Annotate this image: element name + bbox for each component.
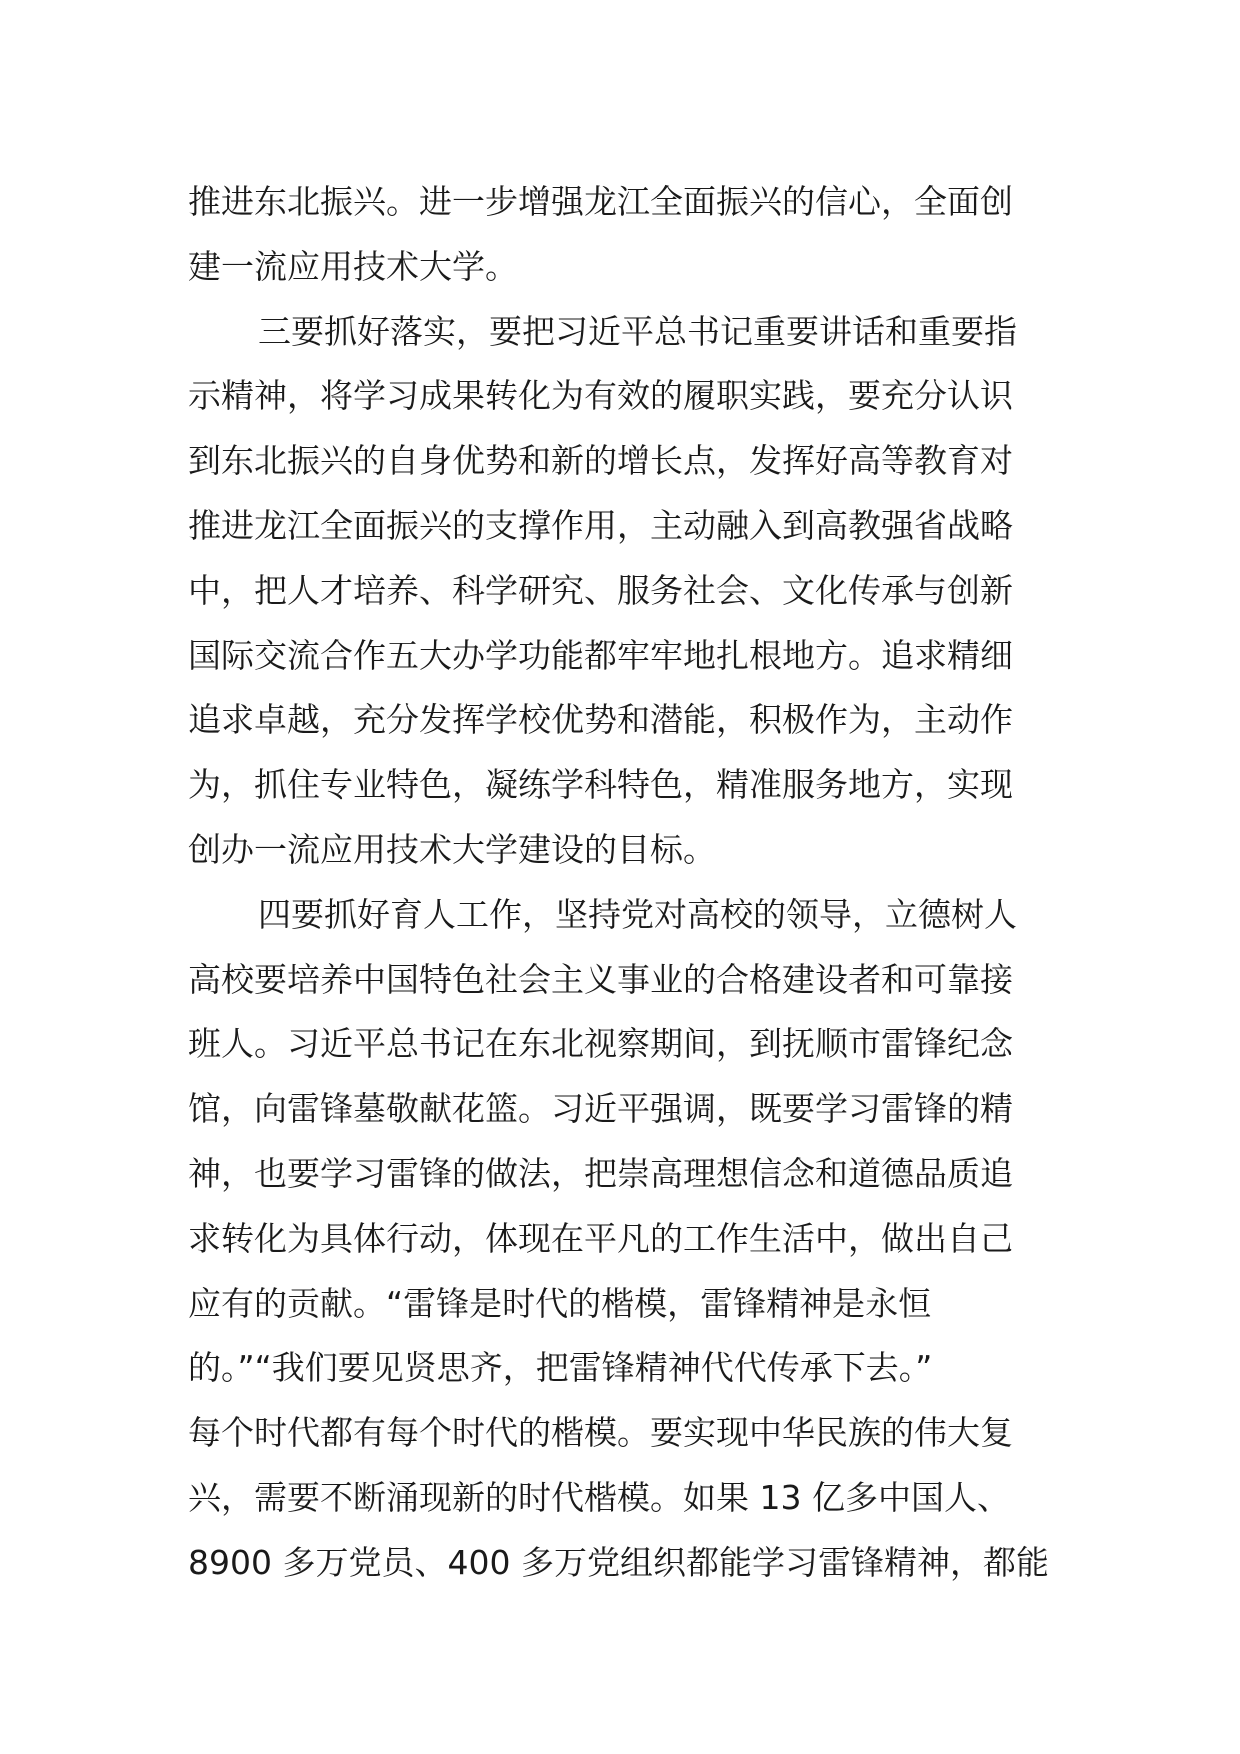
text-line: 的。”“我们要见贤思齐，把雷锋精神代代传承下去。” [188,1348,933,1388]
text-line: 推进龙江全面振兴的支撑作用，主动融入到高教强省战略 [188,505,1013,545]
body-text [188,170,1068,1596]
paragraph-start-line: 四要抓好育人工作，坚持党对高校的领导，立德树人 [258,894,1017,934]
text-line: 应有的贡献。“雷锋是时代的楷模，雷锋精神是永恒 [188,1283,932,1323]
text-line: 兴，需要不断涌现新的时代楷模。如果 13 亿多中国人、 [188,1477,1010,1517]
text-line: 求转化为具体行动，体现在平凡的工作生活中，做出自己 [188,1218,1013,1258]
text-line: 示精神，将学习成果转化为有效的履职实践，要充分认识 [188,376,1013,416]
text-line: 追求卓越，充分发挥学校优势和潜能，积极作为，主动作 [188,700,1013,740]
text-line: 为，抓住专业特色，凝练学科特色，精准服务地方，实现 [188,765,1013,805]
text-line: 推进东北振兴。进一步增强龙江全面振兴的信心，全面创 [188,182,1013,221]
text-line: 神，也要学习雷锋的做法，把崇高理想信念和道德品质追 [188,1153,1013,1193]
text-line: 班人。习近平总书记在东北视察期间，到抚顺市雷锋纪念 [188,1024,1013,1064]
text-line: 高校要培养中国特色社会主义事业的合格建设者和可靠接 [188,959,1013,999]
text-line: 中，把人才培养、科学研究、服务社会、文化传承与创新 [188,570,1013,610]
paragraph-start-line: 三要抓好落实，要把习近平总书记重要讲话和重要指 [258,311,1017,351]
text-line: 每个时代都有每个时代的楷模。要实现中华民族的伟大复 [188,1413,1013,1453]
text-line: 到东北振兴的自身优势和新的增长点，发挥好高等教育对 [188,441,1013,481]
text-line: 建一流应用技术大学。 [188,246,518,286]
text-line: 8900 多万党员、400 多万党组织都能学习雷锋精神，都能 [188,1542,1049,1582]
text-line: 国际交流合作五大办学功能都牢牢地扎根地方。追求精细 [188,635,1013,675]
text-line: 创办一流应用技术大学建设的目标。 [188,829,716,869]
text-line: 馆，向雷锋墓敬献花篮。习近平强调，既要学习雷锋的精 [188,1089,1013,1129]
